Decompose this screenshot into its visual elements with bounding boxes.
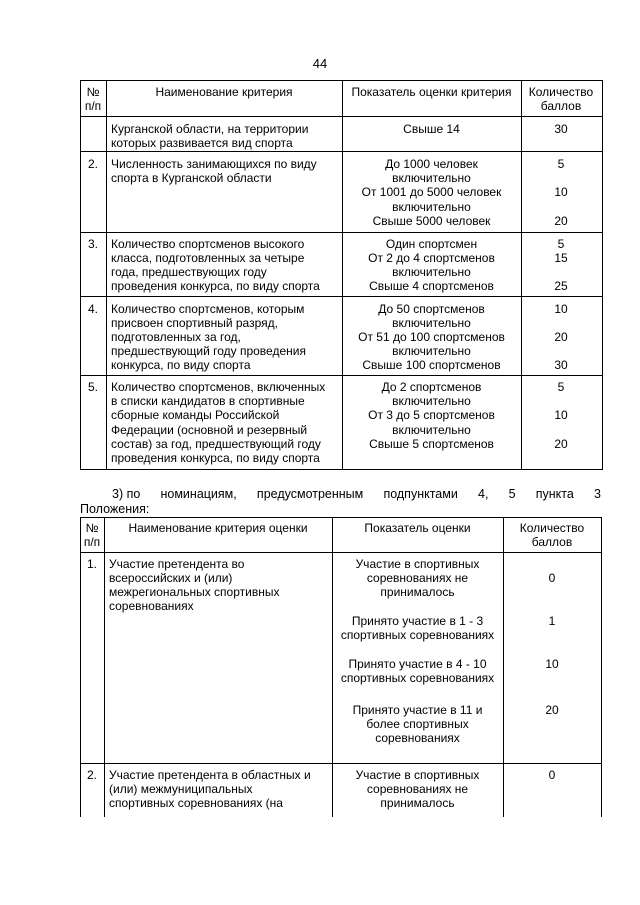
indicator-line: Свыше 5 спортсменов [369,437,494,451]
points-value: 5 [557,157,565,171]
criterion-name-line: Федерации (основной и резервный [111,423,308,437]
criterion-name-line: спортивных соревнованиях (на [109,796,283,810]
header-points: баллов [540,99,582,113]
paragraph-word: пункта [535,487,574,501]
criterion-name-line: предшествующий году проведения [111,344,306,358]
indicator-line: принималось [380,585,455,599]
table-1-row-divider [80,151,602,152]
criterion-name-line: Курганской области, на территории [111,122,309,136]
paragraph-word: 3 [593,487,601,501]
indicator-line: спортивных соревнованиях [340,671,495,685]
paragraph-line-1 [112,487,601,502]
indicator-line: включительно [392,344,471,358]
points-value: 20 [554,330,568,344]
points-value: 5 [557,380,565,394]
header-criterion-name: Наименование критерия [155,85,293,99]
indicator-line: Участие в спортивных [355,557,480,571]
table-1-header-divider [80,116,602,117]
criterion-name-line: Количество спортсменов, включенных [111,380,326,394]
criterion-name-line: Участие претендента в областных и [109,768,311,782]
indicator-line: Участие в спортивных [355,768,480,782]
indicator-line: От 2 до 4 спортсменов [368,251,495,265]
table-1-row-divider [80,232,602,233]
criterion-name-line: межрегиональных спортивных [109,585,280,599]
criterion-name-line: Количество спортсменов высокого [111,237,305,251]
header-num: № [86,85,100,99]
points-value: 30 [554,358,568,372]
criterion-name-line: (или) межмуниципальных [109,782,253,796]
criterion-name-line: всероссийских и (или) [109,571,233,585]
indicator-line: более спортивных [366,717,469,731]
indicator-line: До 2 спортсменов [381,380,482,394]
table-2-row-divider [80,763,602,764]
points-value: 30 [554,122,568,136]
criterion-name-line: Участие претендента во [109,557,245,571]
indicator-line: включительно [392,171,471,185]
criterion-name-line: спорта в Курганской области [111,171,272,185]
points-value: 10 [545,657,559,671]
table-2-col-divider [104,517,105,817]
indicator-line: До 50 спортсменов [378,302,485,316]
indicator-line: Свыше 100 спортсменов [362,358,501,372]
criterion-name-line: присвоен спортивный разряд, [111,316,278,330]
points-value: 0 [548,571,556,585]
indicator-line: соревнованиях не [366,782,469,796]
criterion-name-line: класса, подготовленных за четыре [111,251,305,265]
criterion-name-line: конкурса, по виду спорта [111,358,251,372]
header-indicator: Показатель оценки критерия [351,85,512,99]
indicator-line: От 51 до 100 спортсменов [358,330,505,344]
points-value: 15 [554,251,568,265]
header-indicator: Показатель оценки [364,521,471,535]
header-num: п/п [83,535,101,549]
criterion-name-line: подготовленных за год, [111,330,241,344]
points-value: 20 [554,214,568,228]
header-num: № [85,521,99,535]
indicator-line: соревнованиях [375,731,460,745]
indicator-line: принималось [380,796,455,810]
criterion-name-line: года, предшествующих году [111,265,267,279]
paragraph-line-2: Положения: [80,502,150,516]
table-2-col-divider [601,517,602,817]
indicator-line: включительно [392,394,471,408]
row-number: 1. [86,557,97,571]
row-number: 2. [87,157,98,171]
indicator-line: включительно [392,200,471,214]
paragraph-word: 3) по [112,487,141,501]
points-value: 25 [554,279,568,293]
criterion-name-line: сборные команды Российской [111,408,280,422]
header-points: Количество [528,85,594,99]
indicator-line: Один спортсмен [385,237,478,251]
paragraph-word: предусмотренным [256,487,364,501]
indicator-line: До 1000 человек [385,157,478,171]
points-value: 0 [548,768,556,782]
header-criterion-name: Наименование критерия оценки [128,521,308,535]
criterion-name-line: в списки кандидатов в спортивные [111,394,305,408]
page-number: 44 [312,56,328,71]
indicator-line: включительно [392,423,471,437]
indicator-line: Свыше 5000 человек [372,214,491,228]
indicator-line: От 3 до 5 спортсменов [368,408,495,422]
criterion-name-line: соревнованиях [109,599,194,613]
points-value: 20 [554,437,568,451]
criterion-name-line: проведения конкурса, по виду спорта [111,279,320,293]
row-number: 5. [87,380,98,394]
indicator-line: Свыше 14 [403,122,460,136]
indicator-line: включительно [392,265,471,279]
header-num: п/п [84,99,102,113]
table-1-col-divider [106,80,107,469]
criterion-name-line: которых развивается вид спорта [111,136,293,150]
paragraph-word: подпунктами [383,487,458,501]
indicator-line: От 1001 до 5000 человек [361,185,502,199]
indicator-line: Принято участие в 11 и [352,703,483,717]
criterion-name-line: Количество спортсменов, которым [111,302,305,316]
header-points: Количество [519,521,585,535]
points-value: 10 [554,302,568,316]
indicator-line: Свыше 4 спортсменов [369,279,494,293]
points-value: 10 [554,185,568,199]
table-2-top-border [80,517,602,518]
indicator-line: соревнованиях не [366,571,469,585]
row-number: 3. [87,237,98,251]
points-value: 5 [557,237,565,251]
indicator-line: спортивных соревнованиях [340,628,495,642]
paragraph-word: 5 [508,487,516,501]
table-2-header-divider [80,552,602,553]
points-value: 20 [545,703,559,717]
criterion-name-line: состав) за год, предшествующий году [111,437,321,451]
indicator-line: включительно [392,316,471,330]
indicator-line: Принято участие в 4 - 10 [348,657,487,671]
row-number: 4. [87,302,98,316]
points-value: 1 [548,614,556,628]
points-value: 10 [554,408,568,422]
criterion-name-line: Численность занимающихся по виду [111,157,317,171]
criterion-name-line: проведения конкурса, по виду спорта [111,451,320,465]
paragraph-word: 4, [478,487,489,501]
paragraph-word: номинациям, [160,487,237,501]
row-number: 2. [86,768,97,782]
header-points: баллов [531,535,573,549]
table-1-row-divider [80,375,602,376]
indicator-line: Принято участие в 1 - 3 [351,614,484,628]
table-1-row-divider [80,296,602,297]
